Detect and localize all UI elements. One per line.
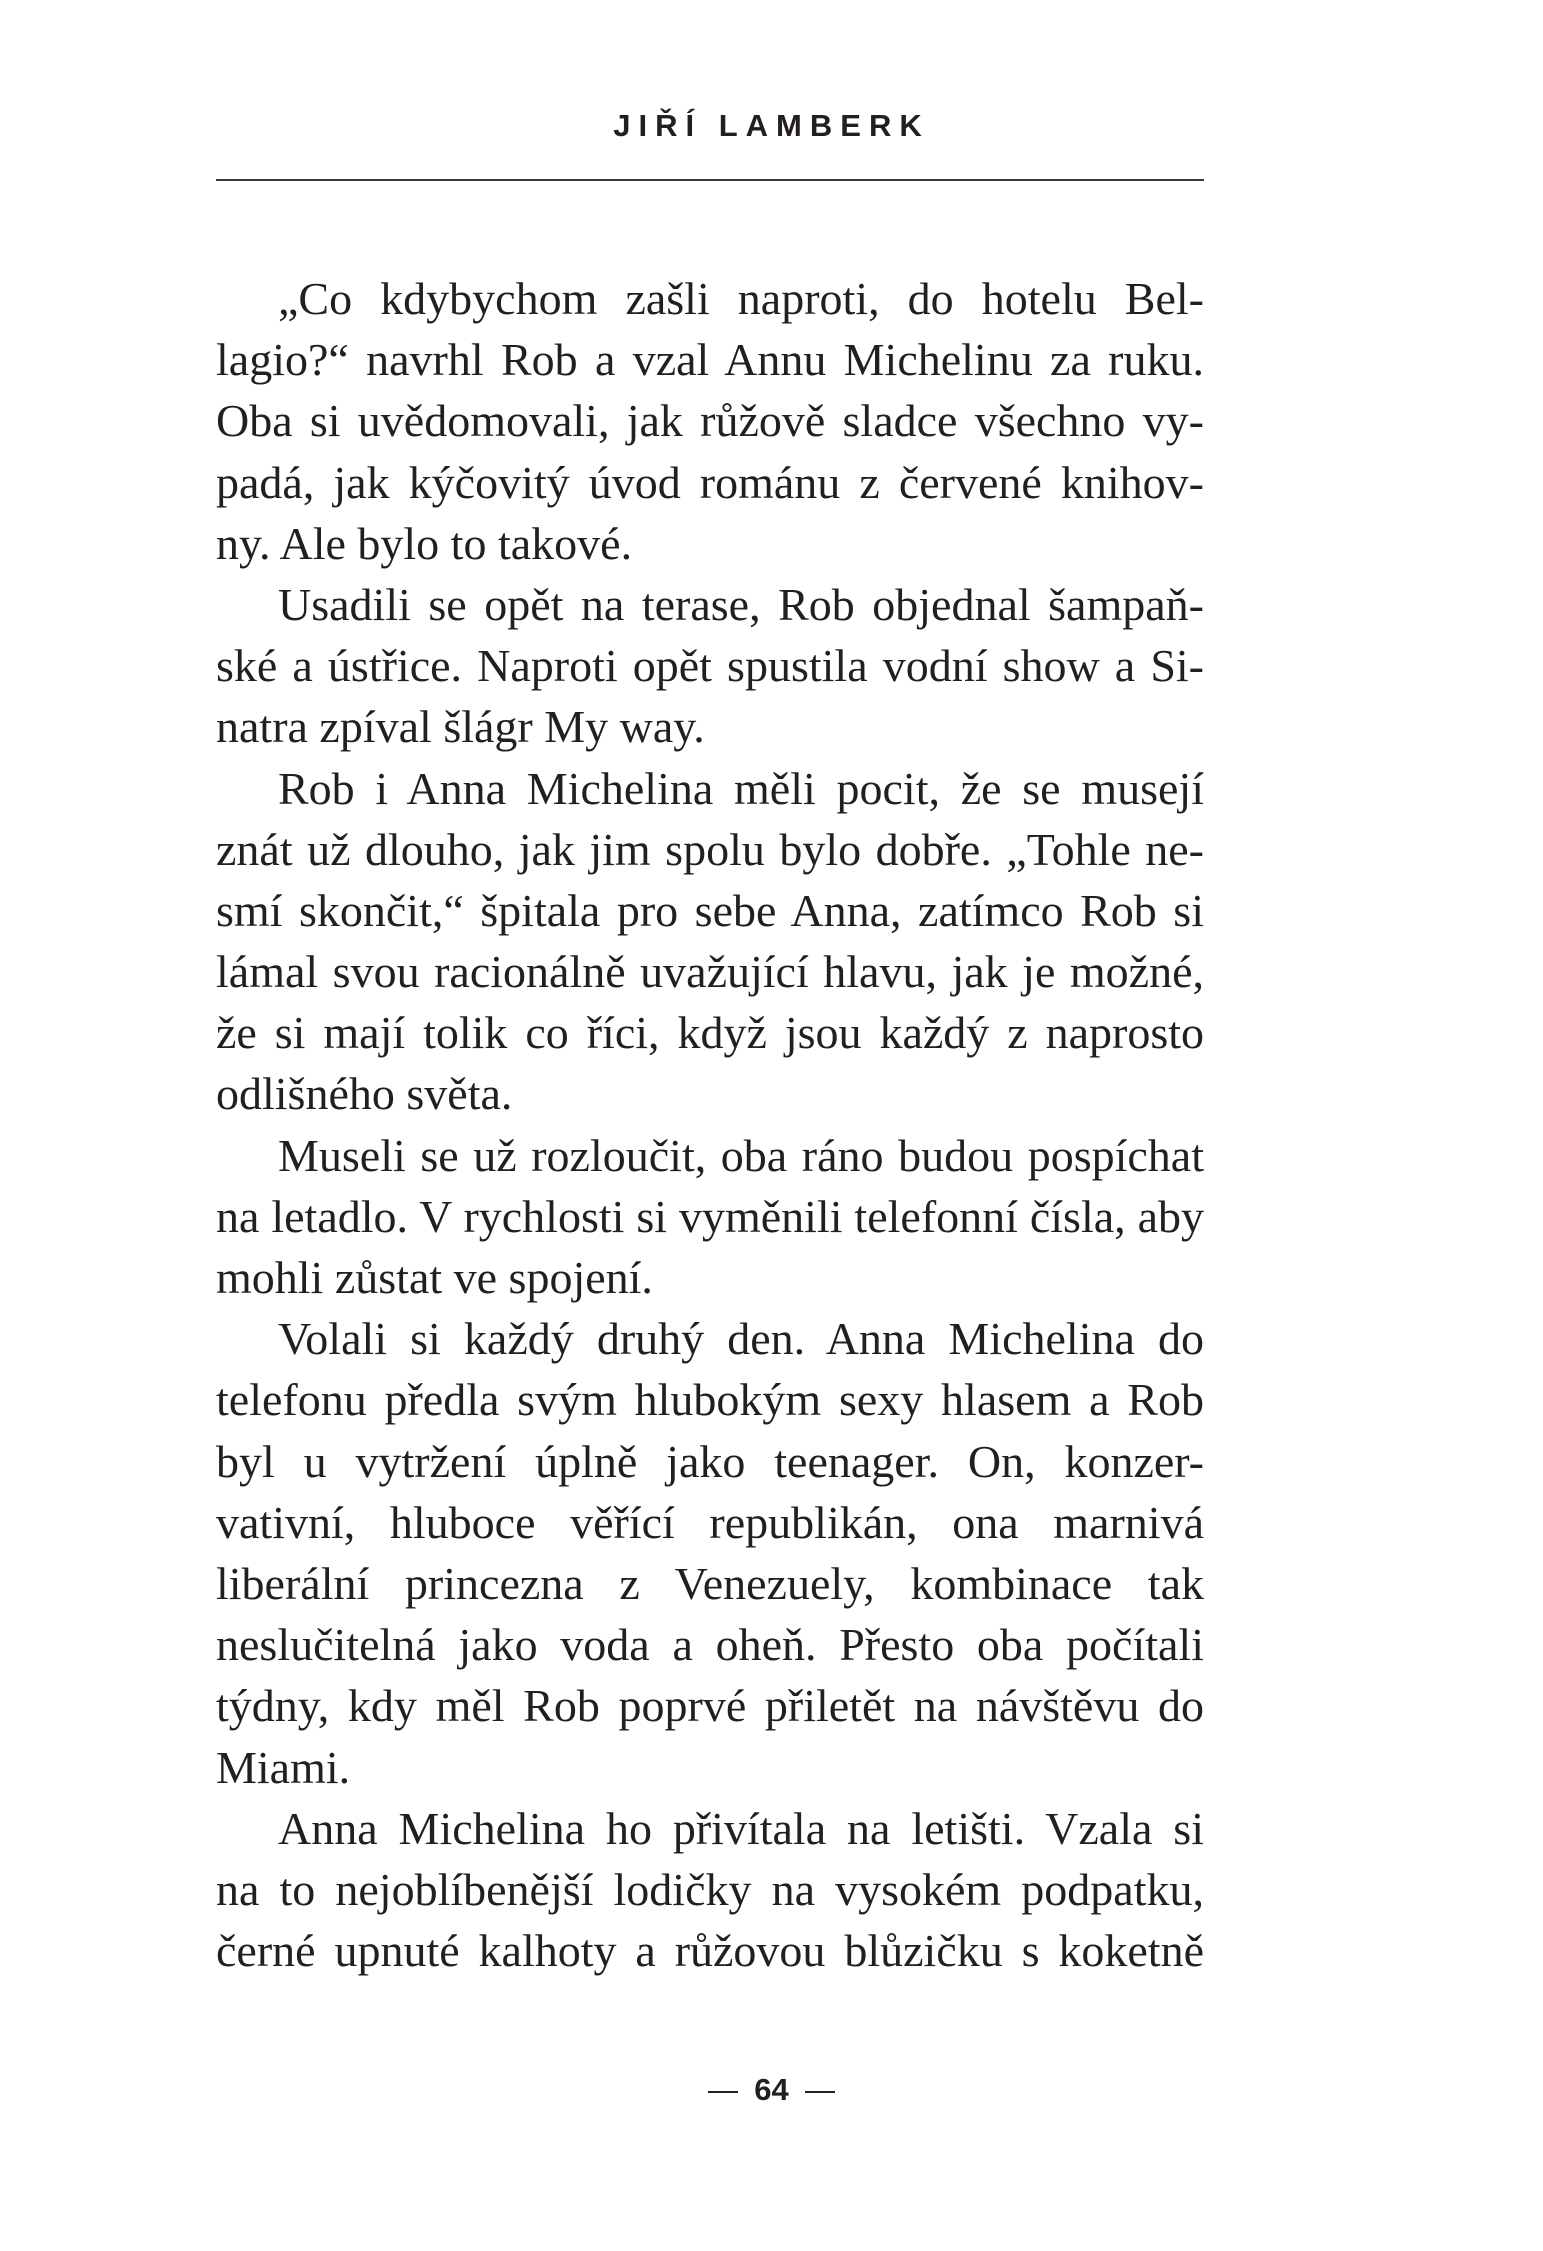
text-line: Oba si uvědomovali, jak růžově sladce všechno vy- (216, 395, 1204, 447)
text-line: liberální princezna z Venezuely, kombinace tak (216, 1557, 1204, 1609)
text-line: odlišného světa. (216, 1068, 513, 1120)
text-line: neslučitelná jako voda a oheň. Přesto oba počítali (216, 1619, 1204, 1671)
body-text (216, 268, 1204, 1981)
folio-dash-left (708, 2091, 738, 2093)
text-line: telefonu předla svým hlubokým sexy hlasem a Rob (216, 1374, 1204, 1426)
text-line: na to nejoblíbenější lodičky na vysokém podpatku, (216, 1863, 1204, 1915)
text-line: mohli zůstat ve spojení. (216, 1252, 653, 1303)
text-line: Museli se už rozloučit, oba ráno budou pospíchat (278, 1129, 1204, 1181)
text-line: ské a ústřice. Naproti opět spustila vodní show a Si- (216, 640, 1204, 692)
text-line: Rob i Anna Michelina měli pocit, že se musejí (278, 762, 1204, 814)
text-line: černé upnuté kalhoty a růžovou blůzičku s koketně (216, 1925, 1204, 1977)
running-head-author: JIŘÍ LAMBERK (613, 108, 930, 143)
text-line: Volali si každý druhý den. Anna Michelina do (278, 1313, 1204, 1365)
text-line: Usadili se opět na terase, Rob objednal šampaň- (278, 578, 1204, 630)
text-line: padá, jak kýčovitý úvod románu z červené knihov- (216, 456, 1204, 508)
header-divider (216, 179, 1204, 181)
text-line: že si mají tolik co říci, když jsou každý z naprosto (216, 1007, 1204, 1059)
text-line: Anna Michelina ho přivítala na letišti. Vzala si (278, 1802, 1204, 1854)
folio-dash-right (805, 2091, 835, 2093)
text-line: lagio?“ navrhl Rob a vzal Annu Michelinu za ruku. (216, 334, 1204, 386)
text-line: smí skončit,“ špitala pro sebe Anna, zatímco Rob si (216, 884, 1204, 936)
text-line: Miami. (216, 1741, 351, 1793)
text-line: lámal svou racionálně uvažující hlavu, jak je možné, (216, 946, 1204, 998)
text-line: „Co kdybychom zašli naproti, do hotelu Bel- (278, 273, 1204, 324)
text-line: byl u vytržení úplně jako teenager. On, konzer- (216, 1435, 1204, 1487)
page-number: 64 (754, 2072, 789, 2107)
text-line: znát už dlouho, jak jim spolu bylo dobře. „Tohle ne- (216, 823, 1204, 875)
text-line: týdny, kdy měl Rob poprvé přiletět na návštěvu do (216, 1680, 1204, 1732)
page-footer (0, 2072, 1543, 2108)
text-line: na letadlo. V rychlosti si vyměnili telefonní čísla, aby (216, 1190, 1204, 1242)
text-line: natra zpíval šlágr My way. (216, 701, 705, 753)
text-line: vativní, hluboce věřící republikán, ona marnivá (216, 1496, 1204, 1548)
text-line: ny. Ale bylo to takové. (216, 517, 633, 569)
